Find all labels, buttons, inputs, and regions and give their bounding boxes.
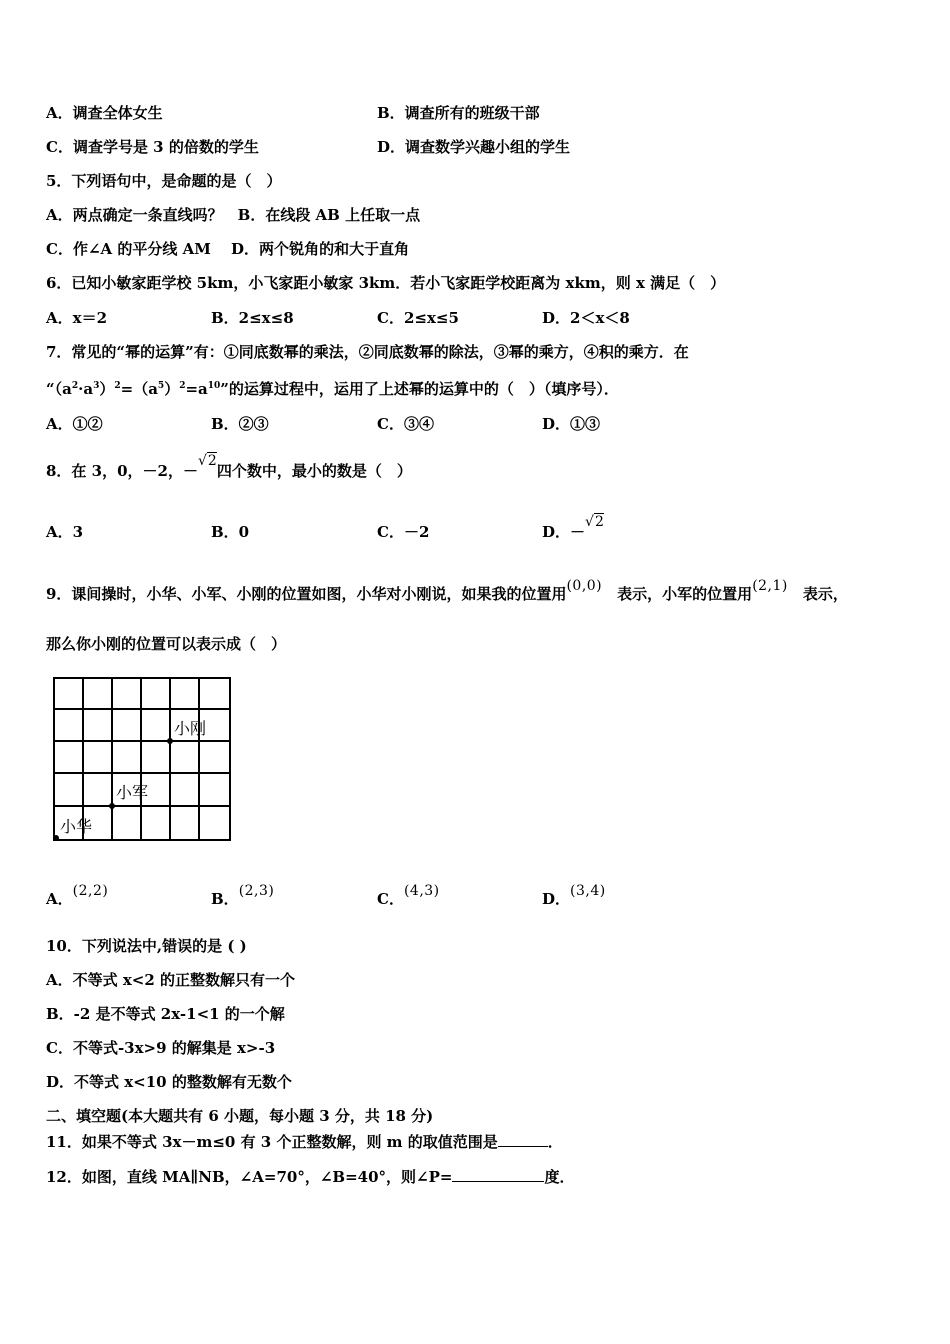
label-xiaojun: 小军 <box>116 783 149 802</box>
q6-option-a: A．x＝2 <box>46 309 108 327</box>
q5-options-ab: A．两点确定一条直线吗？ B．在线段 AB 上任取一点 <box>46 206 421 224</box>
q12-blank[interactable] <box>452 1169 544 1182</box>
q8-stem-post: 四个数中，最小的数是（ ） <box>216 462 412 480</box>
q4-option-a: A．调查全体女生 <box>46 104 163 122</box>
q9-stem-line1: 9．课间操时，小华、小军、小刚的位置如图，小华对小刚说，如果我的位置用(0,0) 表示，小军的位置用(2,1) 表示， <box>46 578 848 603</box>
q9-option-d: D．(3,4) <box>542 883 606 908</box>
q9-coord-xiaojun: (2,1) <box>752 578 788 594</box>
q7-stem: 7．常见的“幂的运算”有：①同底数幂的乘法，②同底数幂的除法，③幂的乘方，④积的乘方．在 <box>46 343 689 361</box>
section-2-title: 二、填空题(本大题共有 6 小题，每小题 3 分，共 18 分) <box>46 1107 434 1125</box>
q4-option-b: B．调查所有的班级干部 <box>377 104 540 122</box>
q5-stem: 5．下列语句中，是命题的是（ ） <box>46 172 282 190</box>
q11: 11．如果不等式 3x－m≤0 有 3 个正整数解，则 m 的取值范围是 ． <box>46 1133 563 1151</box>
q8-option-a: A．3 <box>46 523 84 541</box>
q6-option-c: C．2≤x≤5 <box>377 309 459 327</box>
q9-option-b: B．(2,3) <box>211 883 275 908</box>
xiaogang-point <box>167 738 173 744</box>
label-xiaogang: 小刚 <box>174 719 207 738</box>
q5-options-cd: C．作∠A 的平分线 AM D．两个锐角的和大于直角 <box>46 240 410 258</box>
q8-option-c: C．－2 <box>377 523 430 541</box>
q9-grid-figure <box>52 676 234 844</box>
q11-blank[interactable] <box>498 1134 548 1147</box>
q7-option-c: C．③④ <box>377 415 434 433</box>
xiaojun-point <box>109 803 115 809</box>
q10-option-c: C．不等式-3x>9 的解集是 x>-3 <box>46 1039 276 1057</box>
q8-sqrt: √2 <box>197 453 217 469</box>
q8-stem <box>46 453 412 481</box>
q9-coord-xiaohua: (0,0) <box>566 578 603 594</box>
q9-option-c: C．(4,3) <box>377 883 440 908</box>
q9-option-a: A．(2,2) <box>46 883 109 908</box>
label-xiaohua: 小华 <box>60 817 93 836</box>
q8-d-sqrt: √2 <box>585 514 604 530</box>
q8-option-b: B．0 <box>211 523 250 541</box>
q7-formula: “$(a^2\cdot a^3)^2=(a^5)^2=a^{10}$ <box>46 380 221 398</box>
q7-option-b: B．②③ <box>211 415 269 433</box>
q10-option-b: B．-2 是不等式 2x-1<1 的一个解 <box>46 1005 285 1023</box>
q6-option-d: D．2＜x＜8 <box>542 309 630 327</box>
q7-formula-tail: ”的运算过程中，运用了上述幂的运算中的（ ）（填序号）． <box>220 380 619 398</box>
q4-option-d: D．调查数学兴趣小组的学生 <box>377 138 571 156</box>
q6-option-b: B．2≤x≤8 <box>211 309 294 327</box>
q9-stem-line2: 那么你小刚的位置可以表示成（ ） <box>46 635 287 653</box>
xiaohua-point <box>53 835 59 841</box>
q7-option-a: A．①② <box>46 415 103 433</box>
q10-option-d: D．不等式 x<10 的整数解有无数个 <box>46 1073 292 1091</box>
q7-formula-line <box>46 378 619 399</box>
q6-stem: 6．已知小敏家距学校 5km，小飞家距小敏家 3km．若小飞家距学校距离为 xkm，则 x 满足（ ） <box>46 274 726 292</box>
q10-option-a: A．不等式 x<2 的正整数解只有一个 <box>46 971 296 989</box>
q7-option-d: D．①③ <box>542 415 601 433</box>
q12: 12．如图，直线 MA∥NB，∠A=70°，∠B=40°，则∠P= 度． <box>46 1168 575 1186</box>
q10-stem: 10．下列说法中,错误的是 ( ) <box>46 937 247 955</box>
q8-stem-pre: 8．在 3，0，－2，－ <box>46 462 198 480</box>
q8-option-d: D．－√2 <box>542 514 604 541</box>
q4-option-c: C．调查学号是 3 的倍数的学生 <box>46 138 259 156</box>
